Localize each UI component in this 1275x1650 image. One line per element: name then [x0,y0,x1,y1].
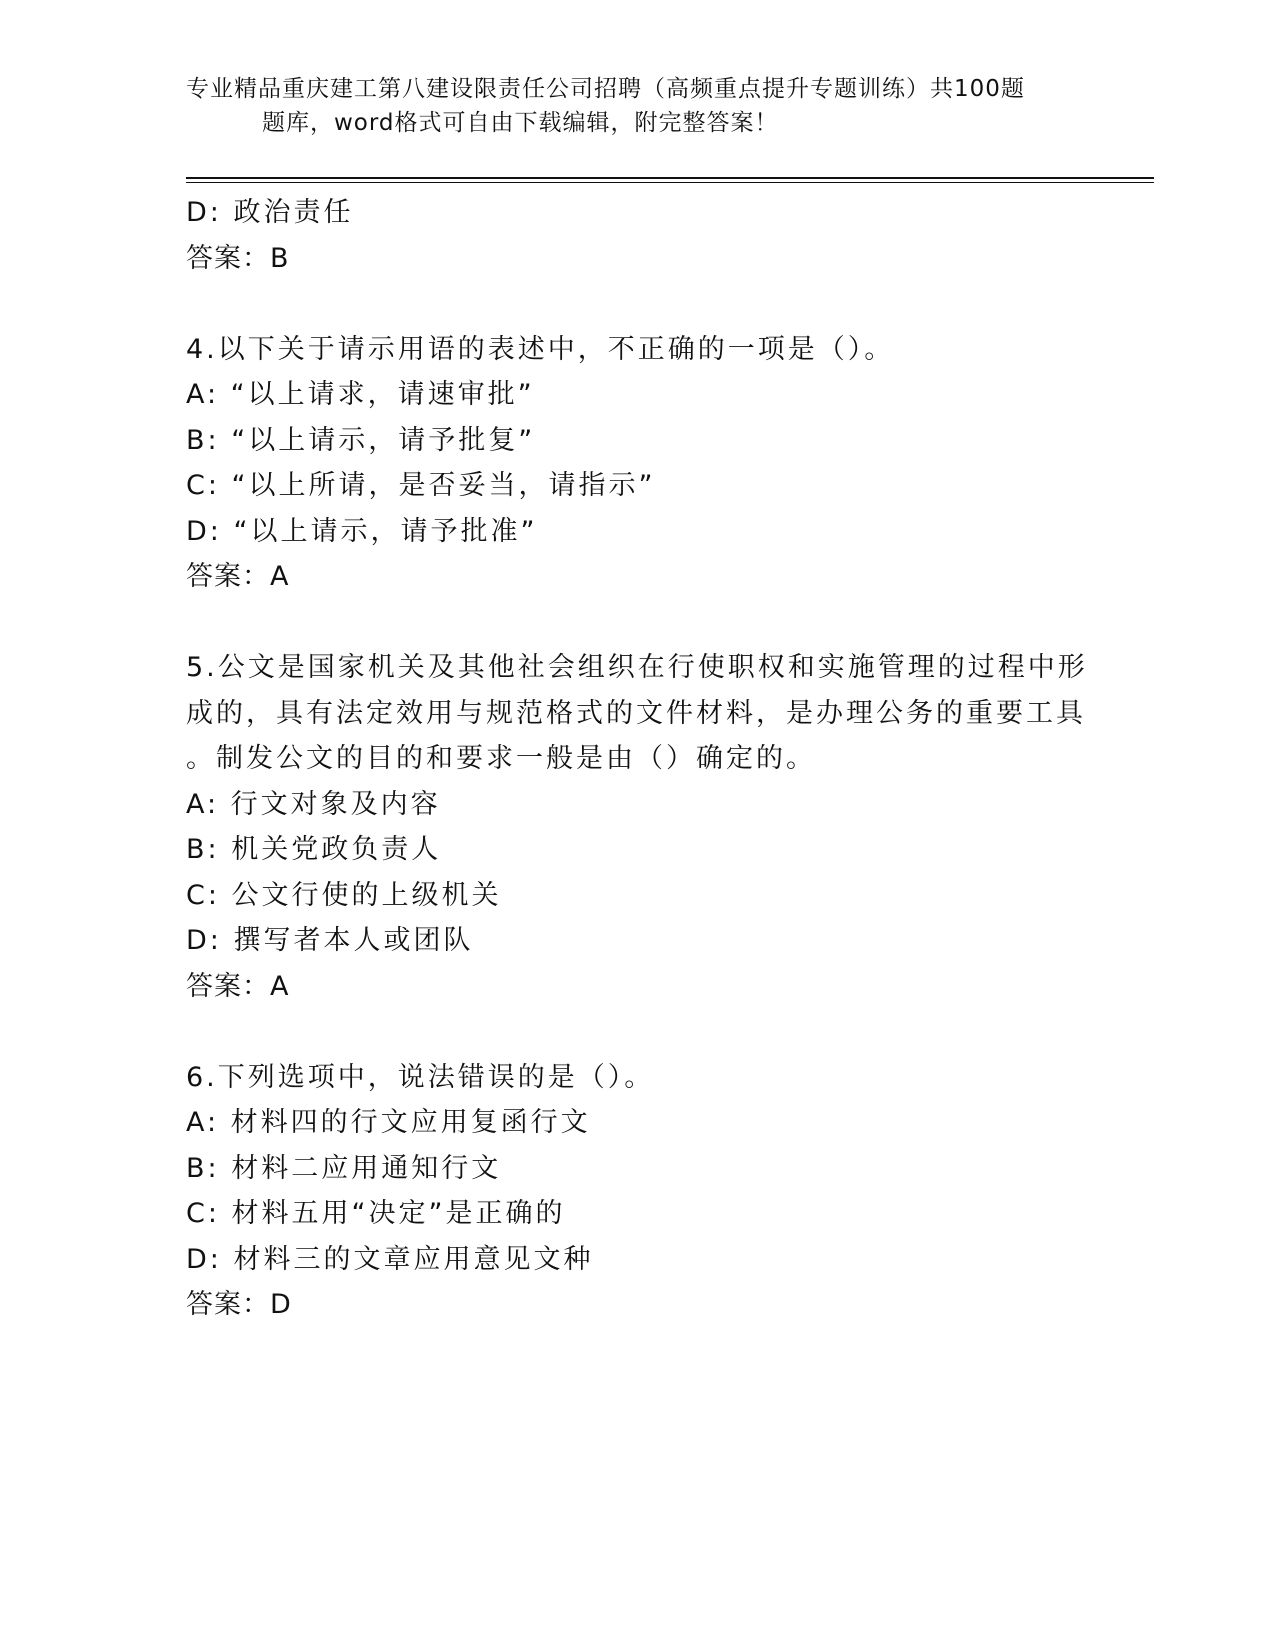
option-b: B: “以上请示，请予批复” [186,424,536,456]
answer-line: 答案：D [186,1289,292,1320]
answer-line: 答案：B [186,242,290,274]
option-a: A: “以上请求，请速审批” [186,379,535,410]
option-c: C: “以上所请，是否妥当，请指示” [186,470,656,501]
option-d: D: 撰写者本人或团队 [186,925,474,956]
header-title-line-1: 专业精品重庆建工第八建设限责任公司招聘（高频重点提升专题训练）共100题 [186,76,1025,102]
header-divider-thin [186,182,1154,183]
header-divider-thick [186,177,1154,179]
question-4 [186,327,1066,600]
answer-line: 答案：A [186,561,290,592]
question-stem: 4.以下关于请示用语的表述中，不正确的一项是（）。 [186,333,895,365]
answer-line: 答案：A [186,970,290,1002]
option-d: D: “以上请示，请予批准” [186,515,538,547]
question-stem: 6.下列选项中，说法错误的是（）。 [186,1061,655,1093]
option-a: A: 行文对象及内容 [186,788,441,820]
option-c: C: 公文行使的上级机关 [186,879,502,911]
question-3-fragment [186,190,1066,281]
spacer [186,1009,1066,1055]
spacer [186,600,1066,646]
option-d: D: 政治责任 [186,197,354,228]
question-stem-line-1: 5.公文是国家机关及其他社会组织在行使职权和实施管理的过程中形 [186,652,1088,683]
question-stem-line-2: 成的，具有法定效用与规范格式的文件材料，是办理公务的重要工具 [186,697,1086,729]
document-body [186,190,1088,1328]
option-b: B: 材料二应用通知行文 [186,1152,502,1184]
page-header [186,72,1066,140]
option-a: A: 材料四的行文应用复函行文 [186,1107,591,1138]
option-c: C: 材料五用“决定”是正确的 [186,1198,566,1229]
option-b: B: 机关党政负责人 [186,834,442,865]
option-d: D: 材料三的文章应用意见文种 [186,1243,594,1275]
question-6 [186,1055,1066,1328]
spacer [186,281,1066,327]
question-5 [186,645,1088,1009]
header-title-line-2: 题库，word格式可自由下载编辑，附完整答案！ [262,110,779,136]
question-stem-line-3: 。制发公文的目的和要求一般是由（）确定的。 [186,743,816,774]
